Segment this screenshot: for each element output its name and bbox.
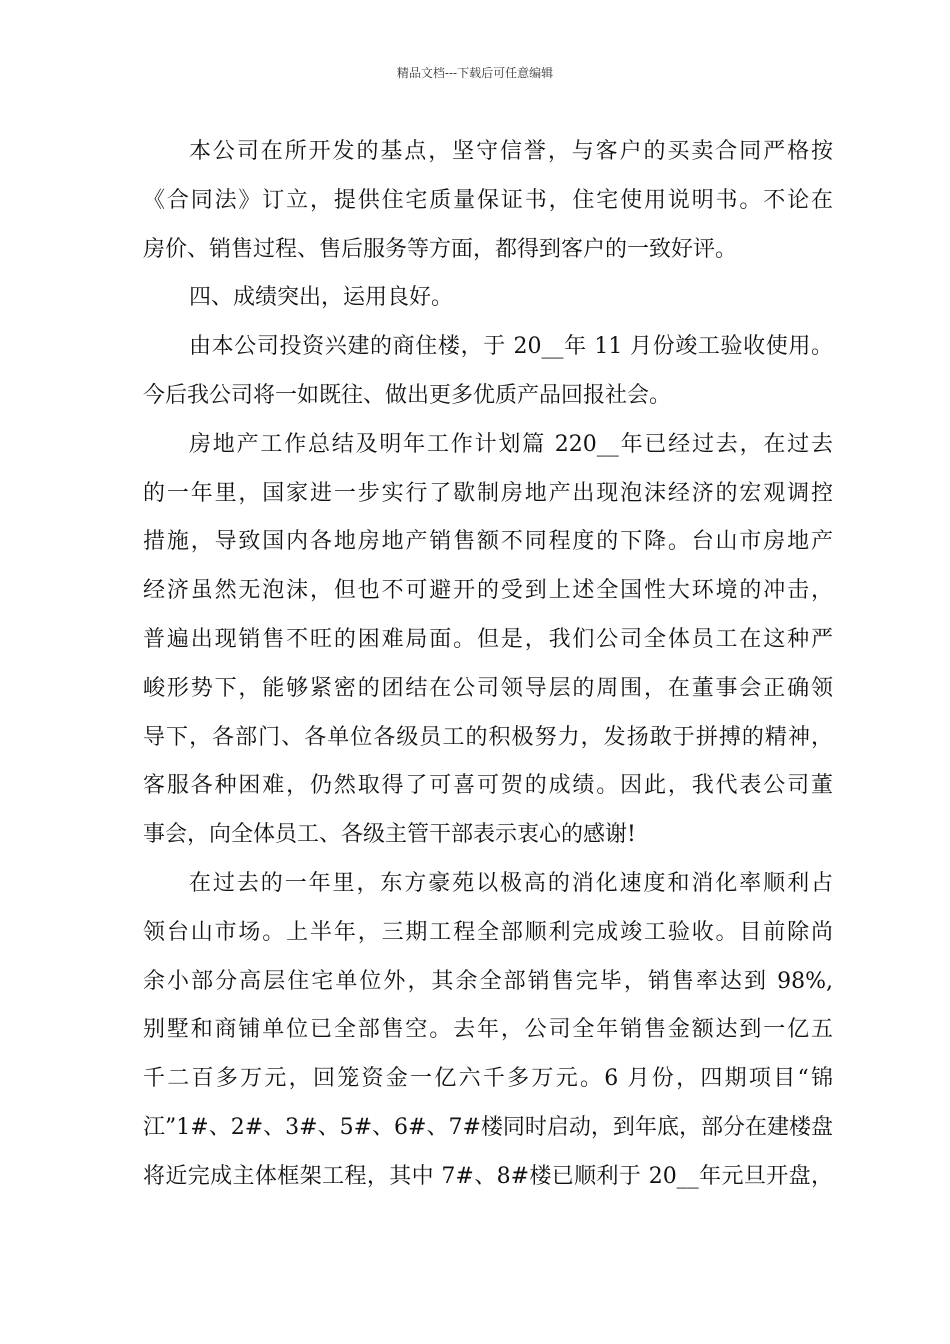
text-line: 导下，各部门、各单位各级员工的积极努力，发扬敢于拼搏的精神，	[143, 724, 833, 750]
text-line: 在过去的一年里，东方豪苑以极高的消化速度和消化率顺利占	[189, 870, 833, 896]
text-line: 将近完成主体框架工程，其中 7#、8#楼已顺利于 20__年元旦开盘，	[143, 1163, 833, 1189]
section-heading: 四、成绩突出，运用良好。	[189, 285, 454, 311]
text-line: 由本公司投资兴建的商住楼，于 20__年 11 月份竣工验收使用。	[189, 334, 833, 360]
text-line: 普遍出现销售不旺的困难局面。但是，我们公司全体员工在这种严	[143, 626, 833, 652]
text-line: 本公司在所开发的基点，坚守信誉，与客户的买卖合同严格按	[189, 139, 833, 164]
text-line: 措施，导致国内各地房地产销售额不同程度的下降。台山市房地产	[143, 529, 833, 555]
text-line: 今后我公司将一如既往、做出更多优质产品回报社会。	[143, 382, 672, 408]
text-line: 千二百多万元，回笼资金一亿六千多万元。6 月份，四期项目“锦	[143, 1066, 833, 1092]
text-line: 别墅和商铺单位已全部售空。去年，公司全年销售金额达到一亿五	[143, 1017, 833, 1043]
text-line: 江”1#、2#、3#、5#、6#、7#楼同时启动，到年底，部分在建楼盘	[143, 1114, 833, 1140]
text-line: 客服各种困难，仍然取得了可喜可贺的成绩。因此，我代表公司董	[143, 773, 833, 799]
text-line: 房价、销售过程、售后服务等方面，都得到客户的一致好评。	[143, 236, 738, 262]
text-line: 事会，向全体员工、各级主管干部表示衷心的感谢!	[143, 822, 636, 848]
text-line: 领台山市场。上半年，三期工程全部顺利完成竣工验收。目前除尚	[143, 919, 833, 945]
text-line: 峻形势下，能够紧密的团结在公司领导层的周围，在董事会正确领	[143, 675, 833, 701]
page-header: 精品文档---下载后可任意编辑	[396, 66, 554, 80]
text-line: 余小部分高层住宅单位外，其余全部销售完毕，销售率达到 98%,	[143, 968, 833, 994]
text-line: 房地产工作总结及明年工作计划篇 220__年已经过去，在过去	[189, 431, 833, 457]
document-body	[143, 128, 833, 1202]
text-line: 经济虽然无泡沫，但也不可避开的受到上述全国性大环境的冲击，	[143, 578, 833, 604]
text-line: 的一年里，国家进一步实行了歇制房地产出现泡沫经济的宏观调控	[143, 480, 833, 506]
text-line: 《合同法》订立，提供住宅质量保证书，住宅使用说明书。不论在	[143, 187, 833, 213]
